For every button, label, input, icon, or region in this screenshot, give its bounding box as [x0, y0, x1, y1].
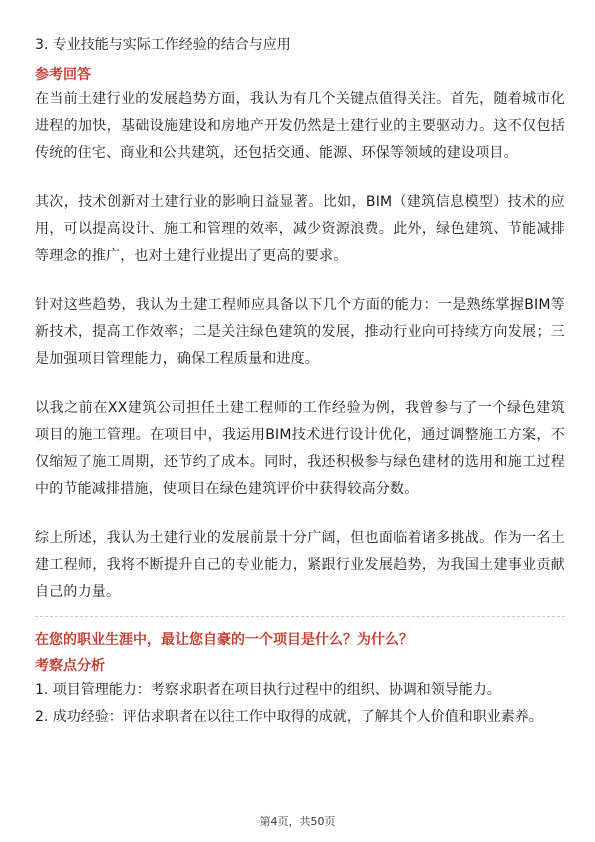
page-content	[35, 34, 565, 731]
answer-paragraph-3: 针对这些趋势，我认为土建工程师应具备以下几个方面的能力：一是熟练掌握BIM等新技术，提高工作效率；二是关注绿色建筑的发展，推动行业向可持续方向发展；三是加强项目管理能力，确保工程质量和进度。	[35, 297, 565, 367]
answer-paragraph-5: 综上所述，我认为土建行业的发展前景十分广阔，但也面临着诸多挑战。作为一名土建工程师，我将不断提升自己的专业能力，紧跟行业发展趋势，为我国土建事业贡献自己的力量。	[35, 530, 565, 600]
answer-paragraph-1: 在当前土建行业的发展趋势方面，我认为有几个关键点值得关注。首先，随着城市化进程的加快，基础设施建设和房地产开发仍然是土建行业的主要驱动力。这不仅包括传统的住宅、商业和公共建筑，还包括交通、能源、环保等领域的建设项目。	[35, 91, 565, 161]
interview-question: 在您的职业生涯中，最让您自豪的一个项目是什么？为什么？	[35, 632, 413, 648]
analysis-label: 考察点分析	[35, 658, 105, 674]
answer-paragraph-4: 以我之前在XX建筑公司担任土建工程师的工作经验为例，我曾参与了一个绿色建筑项目的施工管理。在项目中，我运用BIM技术进行设计优化，通过调整施工方案，不仅缩短了施工周期，还节约了成本。同时，我还积极参与绿色建材的选用和施工过程中的节能减排措施，使项目在绿色建筑评价中获得较高分数。	[35, 400, 565, 497]
section-item-heading: 3. 专业技能与实际工作经验的结合与应用	[35, 37, 291, 53]
answer-label: 参考回答	[35, 67, 91, 83]
answer-paragraph-2: 其次，技术创新对土建行业的影响日益显著。比如，BIM（建筑信息模型）技术的应用，可以提高设计、施工和管理的效率，减少资源浪费。此外，绿色建筑、节能减排等理念的推广，也对土建行业提出了更高的要求。	[35, 194, 565, 264]
section-divider	[35, 616, 565, 617]
page-footer: 第4页，共50页	[259, 815, 336, 828]
analysis-item-1: 1. 项目管理能力：考察求职者在项目执行过程中的组织、协调和领导能力。	[35, 682, 501, 698]
analysis-item-2: 2. 成功经验：评估求职者在以往工作中取得的成就，了解其个人价值和职业素养。	[35, 709, 543, 725]
